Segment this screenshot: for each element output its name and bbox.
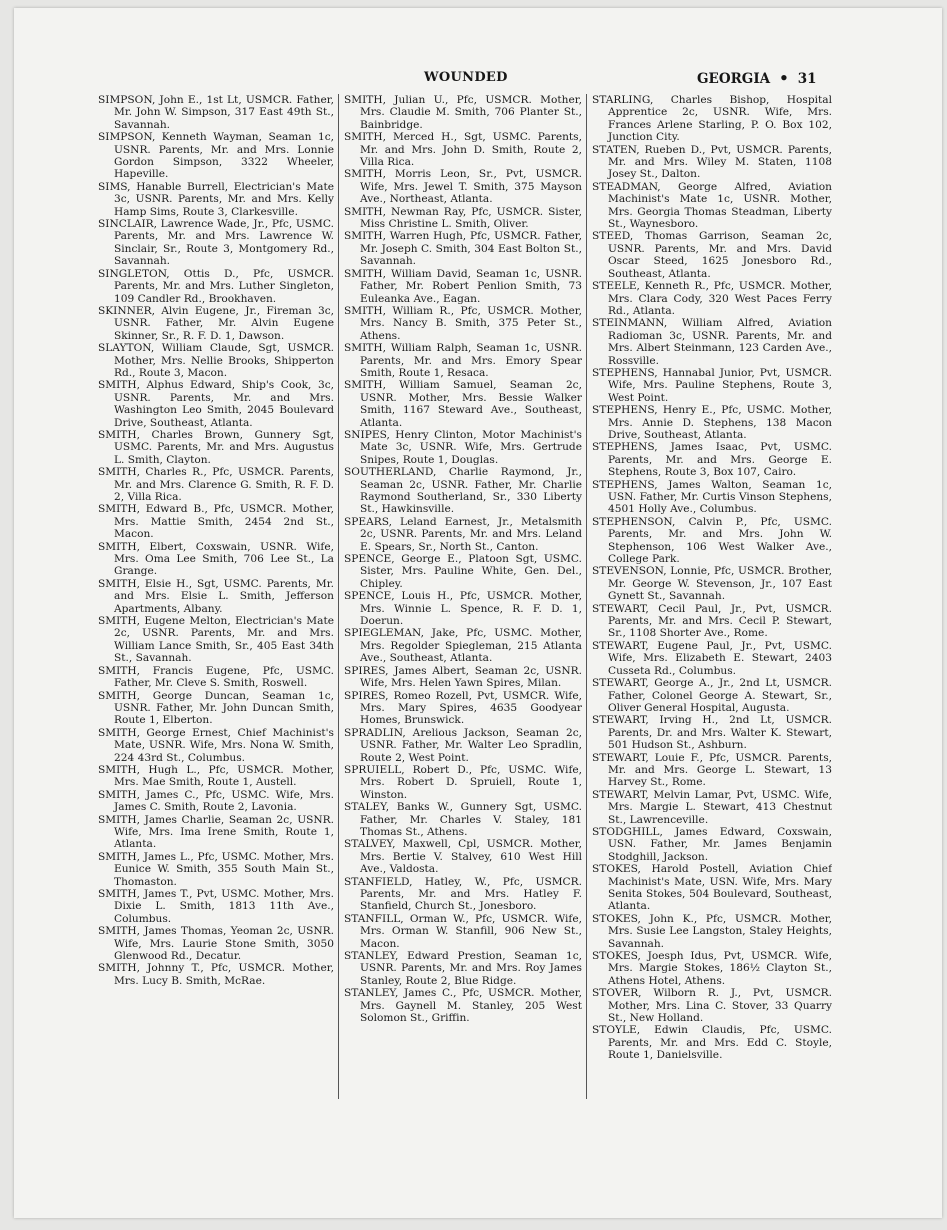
casualty-entry: SMITH, Elbert, Coxswain, USNR. Wife, Mrs. Oma Lee Smith, 706 Lee St., La Grange. bbox=[98, 540, 334, 578]
casualty-entry: STEVENSON, Lonnie, Pfc, USMCR. Brother, Mr. George W. Stevenson, Jr., 107 East Gynett St., Savannah. bbox=[592, 565, 832, 603]
casualty-entry: STEWART, Cecil Paul, Jr., Pvt, USMCR. Parents, Mr. and Mrs. Cecil P. Stewart, Sr., 1108 Shorter Ave., Rome. bbox=[592, 602, 832, 640]
casualty-entry: STEED, Thomas Garrison, Seaman 2c, USNR. Parents, Mr. and Mrs. David Oscar Steed, 1625 Jonesboro Rd., Southeast, Atlanta. bbox=[592, 230, 832, 280]
casualty-entry: SMITH, James L., Pfc, USMC. Mother, Mrs. Eunice W. Smith, 355 South Main St., Thomaston. bbox=[98, 850, 334, 888]
casualty-entry: STEELE, Kenneth R., Pfc, USMCR. Mother, Mrs. Clara Cody, 320 West Paces Ferry Rd., Atlanta. bbox=[592, 280, 832, 317]
casualty-entry: SMITH, William David, Seaman 1c, USNR. Father, Mr. Robert Penlion Smith, 73 Euleanka Ave., Eagan. bbox=[344, 267, 582, 305]
casualty-entry: SMITH, Julian U., Pfc, USMCR. Mother, Mrs. Claudie M. Smith, 706 Planter St., Bainbridge. bbox=[344, 94, 582, 131]
casualty-entry: SMITH, Charles Brown, Gunnery Sgt, USMC. Parents, Mr. and Mrs. Augustus L. Smith, Clayton. bbox=[98, 428, 334, 466]
casualty-entry: SMITH, Johnny T., Pfc, USMCR. Mother, Mrs. Lucy B. Smith, McRae. bbox=[98, 962, 334, 987]
casualty-entry: STALVEY, Maxwell, Cpl, USMCR. Mother, Mrs. Bertie V. Stalvey, 610 West Hill Ave., Valdosta. bbox=[344, 838, 582, 876]
casualty-entry: SMITH, Eugene Melton, Electrician's Mate 2c, USNR. Parents, Mr. and Mrs. William Lance Smith, Sr., 405 East 34th St., Savannah. bbox=[98, 615, 334, 665]
casualty-entry: SIMS, Hanable Burrell, Electrician's Mate 3c, USNR. Parents, Mr. and Mrs. Kelly Hamp Sims, Route 3, Clarkesville. bbox=[98, 180, 334, 218]
casualty-entry: SPRADLIN, Arelious Jackson, Seaman 2c, USNR. Father, Mr. Walter Leo Spradlin, Route 2, West Point. bbox=[344, 726, 582, 764]
casualty-entry: SOUTHERLAND, Charlie Raymond, Jr., Seaman 2c, USNR. Father, Mr. Charlie Raymond Southerland, Sr., 330 Liberty St., Hawkinsville. bbox=[344, 466, 582, 516]
casualty-entry: SLAYTON, William Claude, Sgt, USMCR. Mother, Mrs. Nellie Brooks, Shipperton Rd., Route 3, Macon. bbox=[98, 342, 334, 379]
state-name: GEORGIA bbox=[697, 71, 771, 87]
casualty-entry: STEPHENS, Henry E., Pfc, USMC. Mother, Mrs. Annie D. Stephens, 138 Macon Drive, Southeast, Atlanta. bbox=[592, 404, 832, 441]
casualty-entry: STOYLE, Edwin Claudis, Pfc, USMC. Parents, Mr. and Mrs. Edd C. Stoyle, Route 1, Danielsville. bbox=[592, 1024, 832, 1062]
casualty-entry: STEWART, Eugene Paul, Jr., Pvt, USMC. Wife, Mrs. Elizabeth E. Stewart, 2403 Cusseta Rd., Columbus. bbox=[592, 639, 832, 677]
casualty-entry: STEWART, George A., Jr., 2nd Lt, USMCR. Father, Colonel George A. Stewart, Sr., Oliver General Hospital, Augusta. bbox=[592, 677, 832, 714]
casualty-entry: SPENCE, George E., Platoon Sgt, USMC. Sister, Mrs. Pauline White, Gen. Del., Chipley. bbox=[344, 553, 582, 590]
running-header bbox=[697, 69, 817, 87]
casualty-entry: STEWART, Melvin Lamar, Pvt, USMC. Wife, Mrs. Margie L. Stewart, 413 Chestnut St., Lawrenceville. bbox=[592, 788, 832, 826]
casualty-entry: SIMPSON, Kenneth Wayman, Seaman 1c, USNR. Parents, Mr. and Mrs. Lonnie Gordon Simpson, 3322 Wheeler, Hapeville. bbox=[98, 131, 334, 181]
page-number: 31 bbox=[797, 71, 817, 87]
casualty-entry: SMITH, Francis Eugene, Pfc, USMC. Father, Mr. Cleve S. Smith, Roswell. bbox=[98, 664, 334, 690]
document-page bbox=[14, 8, 942, 1218]
column-3 bbox=[592, 94, 832, 1104]
casualty-entry: SMITH, George Ernest, Chief Machinist's Mate, USNR. Wife, Mrs. Nona W. Smith, 224 43rd St., Columbus. bbox=[98, 726, 334, 764]
casualty-entry: STANLEY, James C., Pfc, USMCR. Mother, Mrs. Gaynell M. Stanley, 205 West Solomon St., Griffin. bbox=[344, 987, 582, 1025]
casualty-entry: STEPHENSON, Calvin P., Pfc, USMC. Parents, Mr. and Mrs. John W. Stephenson, 106 West Walker Ave., College Park. bbox=[592, 515, 832, 566]
casualty-entry: STEPHENS, Hannabal Junior, Pvt, USMCR. Wife, Mrs. Pauline Stephens, Route 3, West Point. bbox=[592, 366, 832, 404]
casualty-entry: STOKES, Harold Postell, Aviation Chief Machinist's Mate, USN. Wife, Mrs. Mary Senita Stokes, 504 Boulevard, Southeast, Atlanta. bbox=[592, 863, 832, 913]
casualty-entry: STOVER, Wilborn R. J., Pvt, USMCR. Mother, Mrs. Lina C. Stover, 33 Quarry St., New Holland. bbox=[592, 987, 832, 1025]
casualty-entry: SMITH, James T., Pvt, USMC. Mother, Mrs. Dixie L. Smith, 1813 11th Ave., Columbus. bbox=[98, 888, 334, 925]
casualty-entry: SMITH, Morris Leon, Sr., Pvt, USMCR. Wife, Mrs. Jewel T. Smith, 375 Mayson Ave., Northeast, Atlanta. bbox=[344, 168, 582, 206]
casualty-entry: SMITH, Charles R., Pfc, USMCR. Parents, Mr. and Mrs. Clarence G. Smith, R. F. D. 2, Villa Rica. bbox=[98, 466, 334, 503]
casualty-entry: SMITH, James Thomas, Yeoman 2c, USNR. Wife, Mrs. Laurie Stone Smith, 3050 Glenwood Rd., Decatur. bbox=[98, 925, 334, 963]
casualty-entry: SMITH, James Charlie, Seaman 2c, USNR. Wife, Mrs. Ima Irene Smith, Route 1, Atlanta. bbox=[98, 813, 334, 851]
casualty-entry: STOKES, John K., Pfc, USMCR. Mother, Mrs. Susie Lee Langston, Staley Heights, Savannah. bbox=[592, 912, 832, 950]
casualty-entry: SPRUIELL, Robert D., Pfc, USMC. Wife, Mrs. Robert D. Spruiell, Route 1, Winston. bbox=[344, 763, 582, 801]
casualty-entry: SMITH, George Duncan, Seaman 1c, USNR. Father, Mr. John Duncan Smith, Route 1, Elberton. bbox=[98, 689, 334, 727]
header-bullet: • bbox=[779, 69, 789, 87]
casualty-entry: SMITH, James C., Pfc, USMC. Wife, Mrs. James C. Smith, Route 2, Lavonia. bbox=[98, 788, 334, 814]
casualty-entry: SIMPSON, John E., 1st Lt, USMCR. Father, Mr. John W. Simpson, 317 East 49th St., Savannah. bbox=[98, 94, 334, 131]
casualty-entry: STALEY, Banks W., Gunnery Sgt, USMC. Father, Mr. Charles V. Staley, 181 Thomas St., Athens. bbox=[344, 801, 582, 838]
section-heading: WOUNDED bbox=[424, 70, 508, 85]
casualty-entry: STEWART, Irving H., 2nd Lt, USMCR. Parents, Dr. and Mrs. Walter K. Stewart, 501 Hudson St., Ashburn. bbox=[592, 714, 832, 752]
casualty-entry: STANFILL, Orman W., Pfc, USMCR. Wife, Mrs. Orman W. Stanfill, 906 New St., Macon. bbox=[344, 912, 582, 950]
casualty-entry: SNIPES, Henry Clinton, Motor Machinist's Mate 3c, USNR. Wife, Mrs. Gertrude Snipes, Route 1, Douglas. bbox=[344, 428, 582, 466]
casualty-entry: STEPHENS, James Walton, Seaman 1c, USN. Father, Mr. Curtis Vinson Stephens, 4501 Holly Ave., Columbus. bbox=[592, 478, 832, 516]
casualty-entry: SMITH, Hugh L., Pfc, USMCR. Mother, Mrs. Mae Smith, Route 1, Austell. bbox=[98, 763, 334, 789]
casualty-entry: SPIRES, James Albert, Seaman 2c, USNR. Wife, Mrs. Helen Yawn Spires, Milan. bbox=[344, 664, 582, 690]
casualty-entry: STATEN, Rueben D., Pvt, USMCR. Parents, Mr. and Mrs. Wiley M. Staten, 1108 Josey St., Dalton. bbox=[592, 143, 832, 181]
casualty-entry: STEADMAN, George Alfred, Aviation Machinist's Mate 1c, USNR. Mother, Mrs. Georgia Thomas Steadman, Liberty St., Waynesboro. bbox=[592, 180, 832, 231]
casualty-entry: STOKES, Joesph Idus, Pvt, USMCR. Wife, Mrs. Margie Stokes, 186½ Clayton St., Athens Hotel, Athens. bbox=[592, 950, 832, 987]
casualty-entry: SMITH, Alphus Edward, Ship's Cook, 3c, USNR. Parents, Mr. and Mrs. Washington Leo Smith, 2045 Boulevard Drive, Southeast, Atlanta. bbox=[98, 379, 334, 429]
casualty-entry: STEWART, Louie F., Pfc, USMCR. Parents, Mr. and Mrs. George L. Stewart, 13 Harvey St., Rome. bbox=[592, 751, 832, 789]
casualty-entry: STARLING, Charles Bishop, Hospital Apprentice 2c, USNR. Wife, Mrs. Frances Arlene Starling, P. O. Box 102, Junction City. bbox=[592, 94, 832, 144]
casualty-entry: SPIEGLEMAN, Jake, Pfc, USMC. Mother, Mrs. Regolder Spiegleman, 215 Atlanta Ave., Southeast, Atlanta. bbox=[344, 627, 582, 665]
casualty-entry: STEPHENS, James Isaac, Pvt, USMC. Parents, Mr. and Mrs. George E. Stephens, Route 3, Box 107, Cairo. bbox=[592, 441, 832, 479]
casualty-entry: STANLEY, Edward Prestion, Seaman 1c, USNR. Parents, Mr. and Mrs. Roy James Stanley, Route 2, Blue Ridge. bbox=[344, 950, 582, 987]
casualty-entry: SKINNER, Alvin Eugene, Jr., Fireman 3c, USNR. Father, Mr. Alvin Eugene Skinner, Sr., R. F. D. 1, Dawson. bbox=[98, 304, 334, 342]
casualty-entry: SMITH, William Ralph, Seaman 1c, USNR. Parents, Mr. and Mrs. Emory Spear Smith, Route 1, Resaca. bbox=[344, 342, 582, 379]
casualty-entry: SMITH, William R., Pfc, USMCR. Mother, Mrs. Nancy B. Smith, 375 Peter St., Athens. bbox=[344, 304, 582, 342]
casualty-entry: SPIRES, Romeo Rozell, Pvt, USMCR. Wife, Mrs. Mary Spires, 4635 Goodyear Homes, Brunswick. bbox=[344, 689, 582, 727]
column-2 bbox=[344, 94, 582, 1104]
casualty-entry: STEINMANN, William Alfred, Aviation Radioman 3c, USNR. Parents, Mr. and Mrs. Albert Steinmann, 123 Carden Ave., Rossville. bbox=[592, 317, 832, 367]
casualty-entry: SMITH, Elsie H., Sgt, USMC. Parents, Mr. and Mrs. Elsie L. Smith, Jefferson Apartments, Albany. bbox=[98, 577, 334, 615]
casualty-entry: SMITH, Newman Ray, Pfc, USMCR. Sister, Miss Christine L. Smith, Oliver. bbox=[344, 205, 582, 231]
casualty-entry: SPEARS, Leland Earnest, Jr., Metalsmith 2c, USNR. Parents, Mr. and Mrs. Leland E. Spears, Sr., North St., Canton. bbox=[344, 515, 582, 553]
column-1 bbox=[98, 94, 334, 1104]
casualty-entry: SINCLAIR, Lawrence Wade, Jr., Pfc, USMC. Parents, Mr. and Mrs. Lawrence W. Sinclair, Sr., Route 3, Montgomery Rd., Savannah. bbox=[98, 218, 334, 268]
casualty-entry: SPENCE, Louis H., Pfc, USMCR. Mother, Mrs. Winnie L. Spence, R. F. D. 1, Doerun. bbox=[344, 590, 582, 628]
casualty-entry: SMITH, William Samuel, Seaman 2c, USNR. Mother, Mrs. Bessie Walker Smith, 1167 Steward Ave., Southeast, Atlanta. bbox=[344, 379, 582, 429]
casualty-entry: SMITH, Warren Hugh, Pfc, USMCR. Father, Mr. Joseph C. Smith, 304 East Bolton St., Savannah. bbox=[344, 230, 582, 268]
casualty-entry: SMITH, Edward B., Pfc, USMCR. Mother, Mrs. Mattie Smith, 2454 2nd St., Macon. bbox=[98, 503, 334, 541]
column-divider-1 bbox=[338, 94, 339, 1099]
casualty-entry: SINGLETON, Ottis D., Pfc, USMCR. Parents, Mr. and Mrs. Luther Singleton, 109 Candler Rd., Brookhaven. bbox=[98, 267, 334, 305]
casualty-entry: SMITH, Merced H., Sgt, USMC. Parents, Mr. and Mrs. John D. Smith, Route 2, Villa Rica. bbox=[344, 131, 582, 169]
casualty-entry: STANFIELD, Hatley, W., Pfc, USMCR. Parents, Mr. and Mrs. Hatley F. Stanfield, Church St., Jonesboro. bbox=[344, 875, 582, 913]
column-divider-2 bbox=[586, 94, 587, 1099]
casualty-entry: STODGHILL, James Edward, Coxswain, USN. Father, Mr. James Benjamin Stodghill, Jackson. bbox=[592, 825, 832, 863]
